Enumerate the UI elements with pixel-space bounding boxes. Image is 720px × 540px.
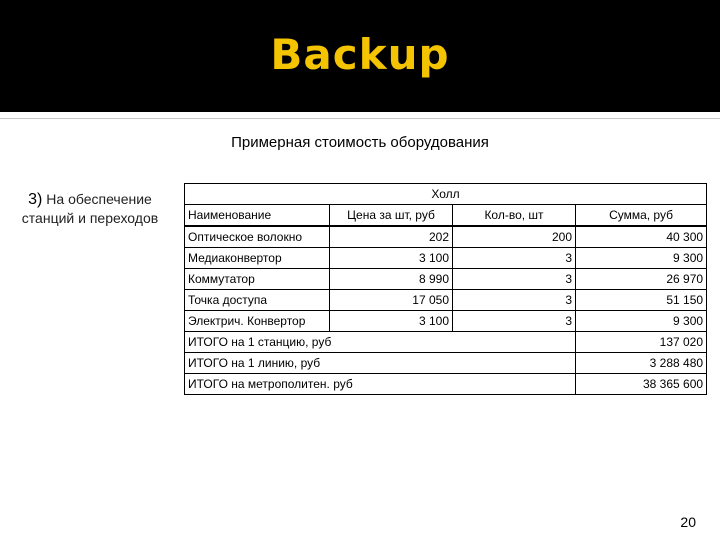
item-price: 8 990 (330, 269, 453, 290)
table-header-row (185, 205, 707, 227)
item-name: Электрич. Конвертор (185, 311, 330, 332)
item-sum: 40 300 (576, 226, 707, 248)
table-caption: Примерная стоимость оборудования (231, 134, 489, 151)
total-label: ИТОГО на метрополитен. руб (185, 374, 576, 395)
item-sum: 9 300 (576, 248, 707, 269)
total-value: 137 020 (576, 332, 707, 353)
item-name: Точка доступа (185, 290, 330, 311)
total-label: ИТОГО на 1 станцию, руб (185, 332, 576, 353)
group-title: Холл (185, 184, 707, 205)
header-qty: Кол-во, шт (453, 205, 576, 227)
table-row (185, 311, 707, 332)
item-name: Коммутатор (185, 269, 330, 290)
title-band (0, 0, 720, 112)
header-price: Цена за шт, руб (330, 205, 453, 227)
total-label: ИТОГО на 1 линию, руб (185, 353, 576, 374)
total-value: 38 365 600 (576, 374, 707, 395)
item-price: 3 100 (330, 311, 453, 332)
item-qty: 3 (453, 290, 576, 311)
cost-table (184, 183, 707, 395)
table-group-row (185, 184, 707, 205)
item-price: 17 050 (330, 290, 453, 311)
table-row (185, 226, 707, 248)
item-qty: 200 (453, 226, 576, 248)
total-row (185, 332, 707, 353)
side-note-number: 3) (28, 191, 43, 208)
item-qty: 3 (453, 269, 576, 290)
header-sum: Сумма, руб (576, 205, 707, 227)
item-sum: 26 970 (576, 269, 707, 290)
page-number: 20 (680, 514, 696, 530)
item-price: 202 (330, 226, 453, 248)
item-sum: 51 150 (576, 290, 707, 311)
side-note (10, 190, 170, 228)
item-name: Оптическое волокно (185, 226, 330, 248)
slide-title: Backup (270, 30, 450, 79)
item-qty: 3 (453, 311, 576, 332)
item-name: Медиаконвертор (185, 248, 330, 269)
table-row (185, 290, 707, 311)
header-name: Наименование (185, 205, 330, 227)
item-sum: 9 300 (576, 311, 707, 332)
item-price: 3 100 (330, 248, 453, 269)
side-note-text: На обеспечение станций и переходов (21, 191, 159, 226)
total-row (185, 374, 707, 395)
item-qty: 3 (453, 248, 576, 269)
table-row (185, 248, 707, 269)
divider (0, 118, 720, 119)
total-value: 3 288 480 (576, 353, 707, 374)
total-row (185, 353, 707, 374)
table-row (185, 269, 707, 290)
